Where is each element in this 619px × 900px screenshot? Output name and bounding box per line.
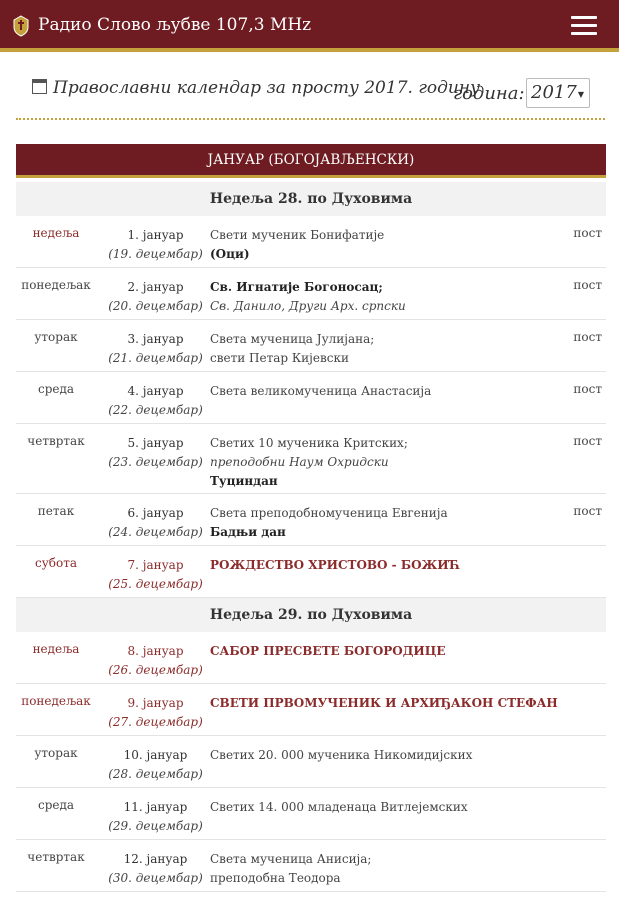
date-cell xyxy=(98,798,213,836)
date-cell xyxy=(98,330,213,368)
event-line: Туциндан xyxy=(210,474,278,488)
date: 6. јануар xyxy=(127,506,184,520)
day-row xyxy=(16,268,606,320)
feast-line: САБОР ПРЕСВЕТЕ БОГОРОДИЦЕ xyxy=(210,644,446,658)
date: 2. јануар xyxy=(127,280,184,294)
event-line: Света мученица Анисија; xyxy=(210,852,372,866)
date: 12. јануар xyxy=(123,852,188,866)
event-line: Светих 10 мученика Критских; xyxy=(210,436,408,450)
day-row xyxy=(16,684,606,736)
saints-cell xyxy=(210,434,570,491)
fast-marker: пост xyxy=(573,226,602,240)
weekday: недеља xyxy=(32,226,80,240)
event-line: Свети мученик Бонифатије xyxy=(210,228,385,242)
week-header: Недеља 29. по Духовима xyxy=(16,598,606,632)
weekday: уторак xyxy=(34,746,78,760)
event-line: Бадњи дан xyxy=(210,525,286,539)
julian-date: (30. децембар) xyxy=(108,871,203,885)
day-row xyxy=(16,736,606,788)
julian-date: (21. децембар) xyxy=(108,351,203,365)
saints-cell xyxy=(210,226,570,264)
event-line: Света преподобномученица Евгенија xyxy=(210,506,448,520)
coat-of-arms-icon xyxy=(12,15,30,37)
julian-date: (27. децембар) xyxy=(108,715,203,729)
weekday: четвртак xyxy=(27,434,85,448)
calendar-heading xyxy=(32,78,480,98)
day-row xyxy=(16,216,606,268)
saints-cell xyxy=(210,504,570,542)
fast-marker: пост xyxy=(573,504,602,518)
julian-date: (25. децембар) xyxy=(108,577,203,591)
julian-date: (23. децембар) xyxy=(108,455,203,469)
day-row xyxy=(16,494,606,546)
app-header xyxy=(0,0,619,52)
event-line: преподобни Наум Охридски xyxy=(210,455,389,469)
date-cell xyxy=(98,226,213,264)
date-cell xyxy=(98,278,213,316)
event-line: преподобна Теодора xyxy=(210,871,341,885)
day-row xyxy=(16,840,606,892)
event-line: Света великомученица Анастасија xyxy=(210,384,432,398)
day-row xyxy=(16,788,606,840)
saints-cell xyxy=(210,746,570,765)
date-cell xyxy=(98,382,213,420)
weekday: субота xyxy=(34,556,78,570)
date: 11. јануар xyxy=(123,800,188,814)
weekday: петак xyxy=(37,504,75,518)
date: 9. јануар xyxy=(127,696,184,710)
julian-date: (29. децембар) xyxy=(108,819,203,833)
saints-cell xyxy=(210,278,570,316)
saints-cell xyxy=(210,850,570,888)
year-select-value: 2017 xyxy=(531,82,577,103)
event-line: свети Петар Кијевски xyxy=(210,351,349,365)
date-cell xyxy=(98,850,213,888)
calendar-icon xyxy=(32,79,47,94)
date: 8. јануар xyxy=(127,644,184,658)
date-cell xyxy=(98,642,213,680)
hamburger-icon[interactable] xyxy=(571,16,597,36)
saints-cell xyxy=(210,330,570,368)
date-cell xyxy=(98,746,213,784)
feast-line: СВЕТИ ПРВОМУЧЕНИК И АРХИЂАКОН СТЕФАН xyxy=(210,696,558,710)
divider xyxy=(16,118,605,120)
date-cell xyxy=(98,504,213,542)
saints-cell xyxy=(210,798,570,817)
date-cell xyxy=(98,434,213,472)
julian-date: (22. децембар) xyxy=(108,403,203,417)
fast-marker: пост xyxy=(573,382,602,396)
day-row xyxy=(16,632,606,684)
week-header: Недеља 28. по Духовима xyxy=(16,182,606,216)
julian-date: (28. децембар) xyxy=(108,767,203,781)
year-select[interactable] xyxy=(526,78,590,108)
weekday: понедељак xyxy=(21,694,91,708)
julian-date: (19. децембар) xyxy=(108,247,203,261)
fast-marker: пост xyxy=(573,330,602,344)
day-row xyxy=(16,546,606,598)
day-row xyxy=(16,320,606,372)
dropdown-arrow-icon: ▼ xyxy=(577,90,584,99)
event-line: Св. Игнатије Богоносац; xyxy=(210,280,383,294)
date: 5. јануар xyxy=(127,436,184,450)
fast-marker: пост xyxy=(573,278,602,292)
event-line: Света мученица Јулијана; xyxy=(210,332,375,346)
weekday: недеља xyxy=(32,642,80,656)
date: 4. јануар xyxy=(127,384,184,398)
weekday: среда xyxy=(37,798,75,812)
event-line: Св. Данило, Други Арх. српски xyxy=(210,299,406,313)
saints-cell xyxy=(210,556,570,575)
event-line: Светих 20. 000 мученика Никомидијских xyxy=(210,748,473,762)
weekday: четвртак xyxy=(27,850,85,864)
event-line: Светих 14. 000 младенаца Витлејемских xyxy=(210,800,468,814)
saints-cell xyxy=(210,694,570,713)
date-cell xyxy=(98,694,213,732)
weekday: среда xyxy=(37,382,75,396)
saints-cell xyxy=(210,382,570,401)
fast-marker: пост xyxy=(573,434,602,448)
date-cell xyxy=(98,556,213,594)
day-row xyxy=(16,424,606,494)
weekday: уторак xyxy=(34,330,78,344)
event-line: (Оци) xyxy=(210,247,250,261)
year-label: година: xyxy=(453,83,525,104)
weekday: понедељак xyxy=(21,278,91,292)
date: 7. јануар xyxy=(127,558,184,572)
julian-date: (20. децембар) xyxy=(108,299,203,313)
date: 1. јануар xyxy=(127,228,184,242)
feast-line: РОЖДЕСТВО ХРИСТОВО - БОЖИЋ xyxy=(210,558,461,572)
date: 10. јануар xyxy=(123,748,188,762)
date: 3. јануар xyxy=(127,332,184,346)
julian-date: (26. децембар) xyxy=(108,663,203,677)
day-row xyxy=(16,372,606,424)
month-header: ЈАНУАР (БОГОЈАВЉЕНСКИ) xyxy=(16,144,606,178)
app-title: Радио Слово љубве 107,3 MHz xyxy=(38,15,312,35)
calendar-heading-text: Православни календар за просту 2017. годину xyxy=(53,78,480,98)
saints-cell xyxy=(210,642,570,661)
julian-date: (24. децембар) xyxy=(108,525,203,539)
